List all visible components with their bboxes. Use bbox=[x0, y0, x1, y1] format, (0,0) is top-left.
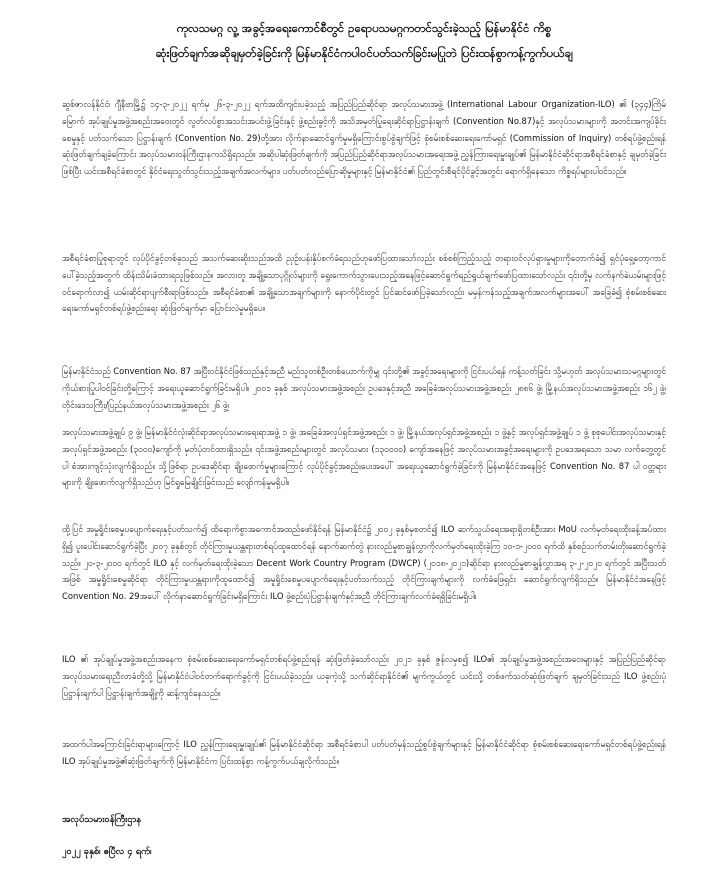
paragraph-4: အလုပ်သမားအဖွဲ့ချုပ် ၉ ဖွဲ့၊ မြန်မာနိုင်ငံလုံးဆိုင်ရာအလုပ်သမားရေးရာအဖွဲ့ ၁ ဖွဲ့၊ အခြေခံအလုပ်ရှင်အဖွဲ့အစည်း ၁ ဖွဲ့၊ မြို့နယ်အလုပ်ရှင်အဖွဲ့အစည်း ၁ ဖွဲ့နှင့် အလုပ်ရှင်အဖွဲ့ချုပ် ၁ ဖွဲ့ စုစုပေါင်းအလုပ်သမားနှင့် အလုပ်ရှင်အဖွဲ့အစည်း (၃၀၀၀)ကျော်ကို မှတ်ပုံတင်ထားရှိသည်။ ၎င်းအဖွဲ့အစည်းများတွင် အလုပ်သမား (၁၃၀၀၀၀) ကျော်အနေဖြင့် အလုပ်သမားအခွင့်အရေးများကို ဥပဒေအရသော သမာ လက်တွေ့တွင်ပါ စံအားကျင့်သုံးလျက်ရှိသည်။ သို့ဖြစ်ရာ ဥပဒေဆိုင်ရာ ချိုးဖောက်မှုများကြောင့် လုပ်ပိုင်ခွင့်အစည်းပေးအပေါ် အရေးယူဆောင်ရွက်ခဲ့ခြင်းကို မြန်မာနိုင်ငံအနေဖြင့် Convention No. 87 ပါ ဝတ္တရားများကို ချိုးဖောက်လျက်ရှိသည်ဟု မြင်ရှုမြေချိုင်းခြင်းသည် လျော်ကန်မှုမရှိပါ။ bbox=[62, 427, 666, 488]
document-title-line-2: ဆုံးဖြတ်ချက်အဆိုချမှတ်ခဲ့ခြင်းကို မြန်မာနိုင်ငံကပါဝင်ပတ်သက်ခြင်းမပြုဘဲ ပြင်းထန်စွာကန့်ကွက်ပယ်ချ bbox=[155, 46, 573, 60]
paragraph-3: မြန်မာနိုင်ငံသည် Convention No. 87 အပြီးဝင်နိုင်ငံဖြစ်သည်နှင့်အညီ မည်သူတစ်ဦးတစ်ယောက်ကိုမျှ ၎င်းတို့၏ အခွင့်အရေးများကို ငြင်းပယ်ရန် ကန့်သတ်ခြင်း သို့မဟုတ် အလုပ်သမားသမဂ္ဂများတွင် ကိုယ်စားပြုပါဝင်ခြင်းတို့ကြောင့် အရေးယူဆောင်ရွက်ခြင်းမရှိပါ။ ၂၀၀၁ ခုနှစ် အလုပ်သမားအဖွဲ့အစည်း ဥပဒေနှင့်အညီ အခြေခံအလုပ်သမားအဖွဲ့အစည်း ၂၈၈၆ ဖွဲ့၊ မြို့နယ်အလုပ်သမားအဖွဲ့အစည်း ၁၆၂ ဖွဲ့၊ တိုင်းဒေသကြီး/ပြည်နယ်အလုပ်သမားအဖွဲ့အစည်း ၂၆ ဖွဲ့၊ bbox=[62, 366, 666, 410]
document-title-line-1: ကုလသမဂ္ဂ လူ့ အခွင့်အရေးကောင်စီတွင် ဥရောပသမဂ္ဂကတင်သွင်းခဲ့သည့် မြန်မာနိုင်ငံ ကိစ္စ bbox=[176, 21, 552, 35]
press-release-page bbox=[62, 18, 666, 857]
signature-ministry: အလုပ်သမားဝန်ကြီးဌာန bbox=[62, 814, 141, 825]
paragraph-7: အထက်ပါအကြောင်းခြင်းရာများကြောင့် ILO ညွှန်ကြားရေးမှူးချုပ်၏ မြန်မာနိုင်ငံဆိုင်ရာ အစီရင်ခံစာပါ ပတ်ပတ်မှန်သည့်စွပ်စွဲချက်များနှင့် မြန်မာနိုင်ငံဆိုင်ရာ စုံစမ်းစစ်ဆေးရေးကော်မရှင်တစ်ရပ်ဖွဲ့စည်းရန် ILO အုပ်ချုပ်မှုအဖွဲ့၏ဆုံးဖြတ်ချက်ကို မြန်မာနိုင်ငံက ပြင်းထန်စွာ ကန့်ကွက်ပယ်ချလိုက်သည်။ bbox=[62, 739, 666, 766]
paragraph-1: ဆွစ်ဇာလန်နိုင်ငံ၊ ဂျီနီဗာမြို့၌ ၁၄-၃-၂၀၂၂ ရက်မှ ၂၆-၃-၂၀၂၂ ရက်အထိကျင်းပခဲ့သည့် အပြည်ပြည်ဆိုင်ရာ အလုပ်သမားအဖွဲ့ (International Labour Organization-ILO) ၏ (၃၄၄)ကြိမ်မြောက် အုပ်ချုပ်မှုအဖွဲ့အစည်းအဝေးတွင် လွတ်လပ်စွာအသင်းအပင်းဖွဲ့ခြင်းနှင့် ဖွဲ့စည်းခွင့်ကို အသိအမှတ်ပြုရေးဆိုင်ရာပြဋ္ဌာန်းချက် (Convention No.87)နှင့် အလုပ်သမားများကို အတင်းအကျပ်ခိုင်းစေမှုနှင့် ပတ်သက်သော ပြဋ္ဌာန်းချက် (Convention No. 29)တို့အား လိုက်နာဆောင်ရွက်မှုမရှိကြောင်းစွပ်စွဲချက်ဖြင့် စုံစမ်းစစ်ဆေးရေးကော်မရှင် (Commission of Inquiry) တစ်ရပ်ဖွဲ့စည်းရန် ဆုံးဖြတ်ချက်ချခဲ့ကြောင်း အလုပ်သမားဝန်ကြီးဌာနကသိရှိရသည်။ အဆိုပါဆုံးဖြတ်ချက်ကို အပြည်ပြည်ဆိုင်ရာအလုပ်သမားအရေးအဖွဲ့ ညွှန်ကြားရေးမှူးချုပ်၏ မြန်မာနိုင်ငံဆိုင်ရာအစီရင်ခံစာနှင့် ချမှတ်ခဲ့ခြင်းဖြစ်ပြီး ယင်းအစီရင်ခံစာတွင် နိုင်ငံရေးသွတ်သွင်းသည့်အချက်အလက်များ၊ ပတ်ပတ်လည်ပြောဆိုမှုများနှင့် မြန်မာနိုင်ငံ၏ ပြည်တွင်းစီရင်ပိုင်ခွင့်အတွင်း ရောက်ရှိနေသော ကိစ္စရပ်များပါဝင်သည်။ bbox=[62, 99, 666, 177]
paragraph-2: အစီရင်ခံစာပြုစုရာတွင် လုပ်ပိုင်ခွင့်တစ်ခုသည် အသက်ဆေးဆိုးသည်အထိ ညှဉ်းပန်းနှိပ်စက်ခံရသည်ဟုဖော်ပြထားသော်လည်း စစ်စစ်ကြည့်သည့် တရားဝင်လုပ်ရှားမှုများကိုတောက်ခံ၍ ရှင်ပုံရှေ့တော့ကာင်ပေါ်ခဲ့သည့်အတွက် ထိန်းသိမ်းခံထားရသူဖြစ်သည်။ အလားတူ အချို့သောပုဂ္ဂိုလ်များကို ရွေးကောက်သွားပေးသည့်အနေဖြင့်ဆောင်ရွက်ရည်ရွယ်ချက်ဖော်ပြထားသော်လည်း ၎င်းတို့မှ လက်နက်ခဲယမ်းများဖြင့် ဝင်ရောက်လာ၍ ယမ်းဆိုင်ရာပျက်စီးရာဖြစ်သည်။ အစီရင်ခံစာ၏ အချို့သောအချက်များကို နောက်ပိုင်းတွင် ပြင်ဆင်ဖော်ပြခဲ့သော်လည်း မမှန်ကန်သည့်အချက်အလက်များအပေါ် အခြေခံ၍ စုံစမ်းစစ်ဆေးရေးကော်မရှင်တစ်ရပ်ဖွဲ့စည်းရေး ဆုံးဖြတ်ချက်မှာ ပြောင်းလဲမှုမရှိပေ။ bbox=[62, 253, 666, 314]
paragraph-5: ထို့ပြင် အမှုရှိုင်းစေမှုပပျောက်ရေးနှင့်ပတ်သက်၍ ထိရောက်စွာအကောင်အထည်ဖော်နိုင်ရန် မြန်မာနိုင်ငံ၌ ၂၀၀၂ ခုနှစ်မှစတင်၍ ILO ဆက်သွယ်ရေးအရာရှိတစ်ဦးအား MoU လက်မှတ်ရေးထိုးခန့်အပ်ထားရှိ၍ ပူးပေါင်းဆောင်ရွက်ခဲ့ပြီး ၂၀၀၇ ခုနှစ်တွင် တိုင်ကြားမှုယန္တရားတစ်ရပ်ထူထောင်ရန် နောက်ဆက်တွဲ နားလည်မှုစာချွန်လွှာကိုလက်မှတ်ရေးထိုးခဲ့ကြ ၁၀-၁-၂၀၀၀ ရက်ထိ နှစ်စဉ်သက်တမ်းတိုးဆောင်ရွက်ခဲ့သည်။ ၂၀-၃-၂၀၀၀ ရက်တွင် ILO နှင့် လက်မှတ်ရေးထိုးခဲ့သော Decent Work Country Program (DWCP) (၂၀၁၈-၂၀၂၁)ဆိုင်ရာ နားလည်မှုစာချွန်လွှာအရ ၃-၂-၂၀၂၀ ရက်တွင် အပြီးသတ်အဖြစ် အမှုရှိုင်းစေမှုဆိုင်ရာ တိုင်ကြားမှုယန္တရားကိုထူထောင်၍ အမှုရှိုင်းစေမှုပပျောက်ရေးနှင့်ပတ်သက်သည့် တိုင်ကြားချက်များကို လက်ခံဖြေရှင်း ဆောင်ရွက်လျက်ရှိသည်။ မြန်မာနိုင်ငံအနေဖြင့် Convention No. 29အပေါ် လိုက်နာဆောင်ရွက်ခြင်းမရှိကြောင်း ILO ဖွဲ့စည်းပုံပြဋ္ဌာန်းချက်နှင့်အညီ တိုင်ကြားချက်လက်ခံရရှိခြင်းမရှိပါ။ bbox=[62, 524, 666, 602]
signature-date: ၂၀၂၂ ခုနှစ်၊ ဧပြီလ ၄ ရက်၊ bbox=[62, 846, 152, 857]
paragraph-6: ILO ၏ အုပ်ချုပ်မှုအဖွဲ့အစည်းအနေက စုံစမ်းစစ်ဆေးရေးကော်မရှင်တစ်ရပ်ဖွဲ့စည်းရန် ဆုံးဖြတ်ခဲ့သော်လည်း ၂၀၂၁ ခုနှစ် ဇွန်လမှစ၍ ILO၏ အုပ်ချုပ်မှုအဖွဲ့အစည်းအဝေးများနှင့် အပြည်ပြည်ဆိုင်ရာအလုပ်သမားရေးညီလာခံတို့သို့ မြန်မာနိုင်ငံပါဝင်တက်ရောက်ခွင့်ကို ငြင်းပယ်ခဲ့သည်။ ယခုကဲ့သို့ သက်ဆိုင်ရာနိုင်ငံ၏ မျက်ကွယ်တွင် ယင်းသို့ တစ်ဖက်သတ်ဆုံးဖြတ်ချက် ချမှတ်ခြင်းသည် ILO ဖွဲ့စည်းပုံပြဋ္ဌာန်းချက်ပါ ပြဋ္ဌာန်းချက်အချို့ကို ဆန့်ကျင်နေသည်။ bbox=[62, 654, 666, 698]
